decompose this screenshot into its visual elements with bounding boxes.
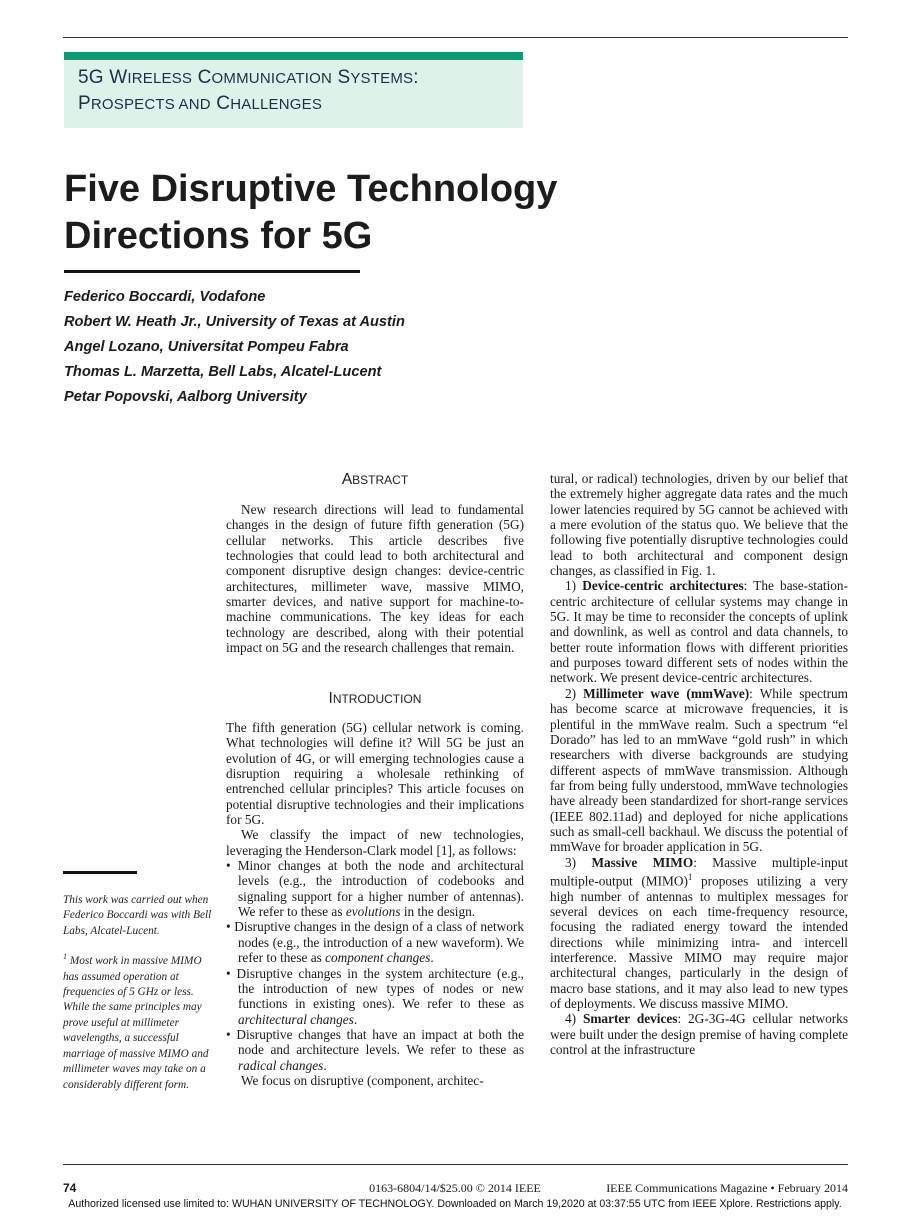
body-paragraph: tural, or radical) technologies, driven by our belief that the extremely higher aggregate data rates and the much lower latencies required by 5G cannot be achieved with a mere evolution of the status quo. We believe that the following five potentially disruptive technologies could lead to both architectural and component design changes, as classified in Fig. 1.: [550, 471, 848, 579]
author: Angel Lozano, Universitat Pompeu Fabra: [64, 339, 349, 355]
intro-paragraph: The fifth generation (5G) cellular network is coming. What technologies will define it? Will 5G be just an evolution of 4G, or will emerging technologies cause a disruption requiring a wholesale rethinking of entrenched cellular principles? This article focuses on potential disruptive technologies and their implications for 5G.: [226, 720, 524, 828]
list-item: • Disruptive changes in the system architecture (e.g., the introduction of new types of nodes or new functions in existing ones). We refer to these as architectural changes.: [226, 965, 524, 1027]
intro-paragraph: We classify the impact of new technologies, leveraging the Henderson-Clark model [1], as follows:: [226, 827, 524, 858]
introduction-text: [226, 720, 524, 1088]
footnotes: [63, 893, 213, 1103]
article-title: [64, 166, 624, 260]
journal-info: IEEE Communications Magazine • February 2014: [606, 1181, 848, 1195]
abstract-text: New research directions will lead to fundamental changes in the design of future fifth generation (5G) cellular networks. This article describes five technologies that could lead to both architectural and component disruptive design changes: device-centric architectures, millimeter wave, massive MIMO, smarter devices, and native support for machine-to-machine communications. The key ideas for each technology are described, along with their potential impact on 5G and the research challenges that remain.: [226, 502, 524, 656]
license-notice: Authorized licensed use limited to: WUHAN UNIVERSITY OF TECHNOLOGY. Downloaded on March 19,2020 at 03:37:55 UTC from IEEE Xplore. Restrictions apply.: [68, 1198, 842, 1210]
numbered-item: 3) Massive MIMO: Massive multiple-input multiple-output (MIMO)$^1$ proposes utilizing a very high number of antennas to multiplex messages for several devices on each time-frequency resource, focusing the radiated energy toward the intended directions while minimizing intra- and intercell interference. Massive MIMO may require major architectural changes, particularly in the design of macro base stations, and it may also lead to new types of deployments. We discuss massive MIMO.: [550, 854, 848, 1012]
title-line-1: Five Disruptive Technology: [64, 168, 558, 210]
numbered-item: 4) Smarter devices: 2G-3G-4G cellular networks were built under the design premise of having complete control at the infrastructure: [550, 1011, 848, 1058]
list-item: • Disruptive changes in the design of a class of network nodes (e.g., the introduction of a new waveform). We refer to these as component changes.: [226, 919, 524, 966]
series-title-line-1: 5G WIRELESS COMMUNICATION SYSTEMS:: [78, 67, 419, 88]
copyright-notice: 0163-6804/14/$25.00 © 2014 IEEE: [369, 1181, 541, 1195]
right-column-text: [550, 471, 848, 1057]
author: Thomas L. Marzetta, Bell Labs, Alcatel-Lucent: [64, 364, 382, 380]
series-banner: [64, 52, 523, 128]
intro-paragraph: We focus on disruptive (component, architec-: [241, 1072, 484, 1088]
author: Robert W. Heath Jr., University of Texas at Austin: [64, 314, 405, 330]
title-line-2: Directions for 5G: [64, 215, 373, 257]
title-rule: [64, 270, 360, 273]
footnote: This work was carried out when Federico Boccardi was with Bell Labs, Alcatel-Lucent.: [63, 894, 212, 937]
series-title-line-2: PROSPECTS AND CHALLENGES: [78, 93, 323, 114]
numbered-item: 2) Millimeter wave (mmWave): While spectrum has become scarce at microwave frequencies, it is plentiful in the mmWave realm. Such a spectrum “el Dorado” has led to an mmWave “gold rush” in which researchers with diverse backgrounds are studying different aspects of mmWave transmission. Although far from being fully understood, mmWave technologies have already been standardized for short-range services (IEEE 802.11ad) and deployed for niche applications such as small-cell backhaul. We discuss the potential of mmWave for broader application in 5G.: [550, 685, 848, 855]
footnote-rule: [63, 871, 137, 874]
list-item: • Disruptive changes that have an impact at both the node and architecture levels. We refer to these as radical changes.: [226, 1026, 524, 1073]
top-rule: [63, 37, 848, 38]
author: Federico Boccardi, Vodafone: [64, 289, 266, 305]
footer-rule: [63, 1164, 848, 1165]
series-accent-bar: [64, 52, 523, 60]
page-number: 74: [63, 1181, 77, 1195]
footnote: $^1$ Most work in massive MIMO has assumed operation at frequencies of 5 GHz or less. While the same principles may prove useful at millimeter wavelengths, a successful marriage of massive MIMO and millimeter waves may take on a considerably different form.: [63, 952, 209, 1091]
list-item: • Minor changes at both the node and architectural levels (e.g., the introduction of codebooks and signaling support for a higher number of antennas). We refer to these as evolutions in the design.: [226, 858, 524, 920]
numbered-item: 1) Device-centric architectures: The base-station-centric architecture of cellular systems may change in 5G. It may be time to reconsider the concepts of uplink and downlink, as well as control and data channels, to better route information flows with different priorities and purposes toward different sets of nodes within the network. We present device-centric architectures.: [550, 578, 848, 686]
introduction-heading: INTRODUCTION: [328, 690, 422, 707]
author: Petar Popovski, Aalborg University: [64, 389, 307, 405]
author-list: [64, 285, 405, 410]
abstract-heading: ABSTRACT: [341, 471, 409, 488]
